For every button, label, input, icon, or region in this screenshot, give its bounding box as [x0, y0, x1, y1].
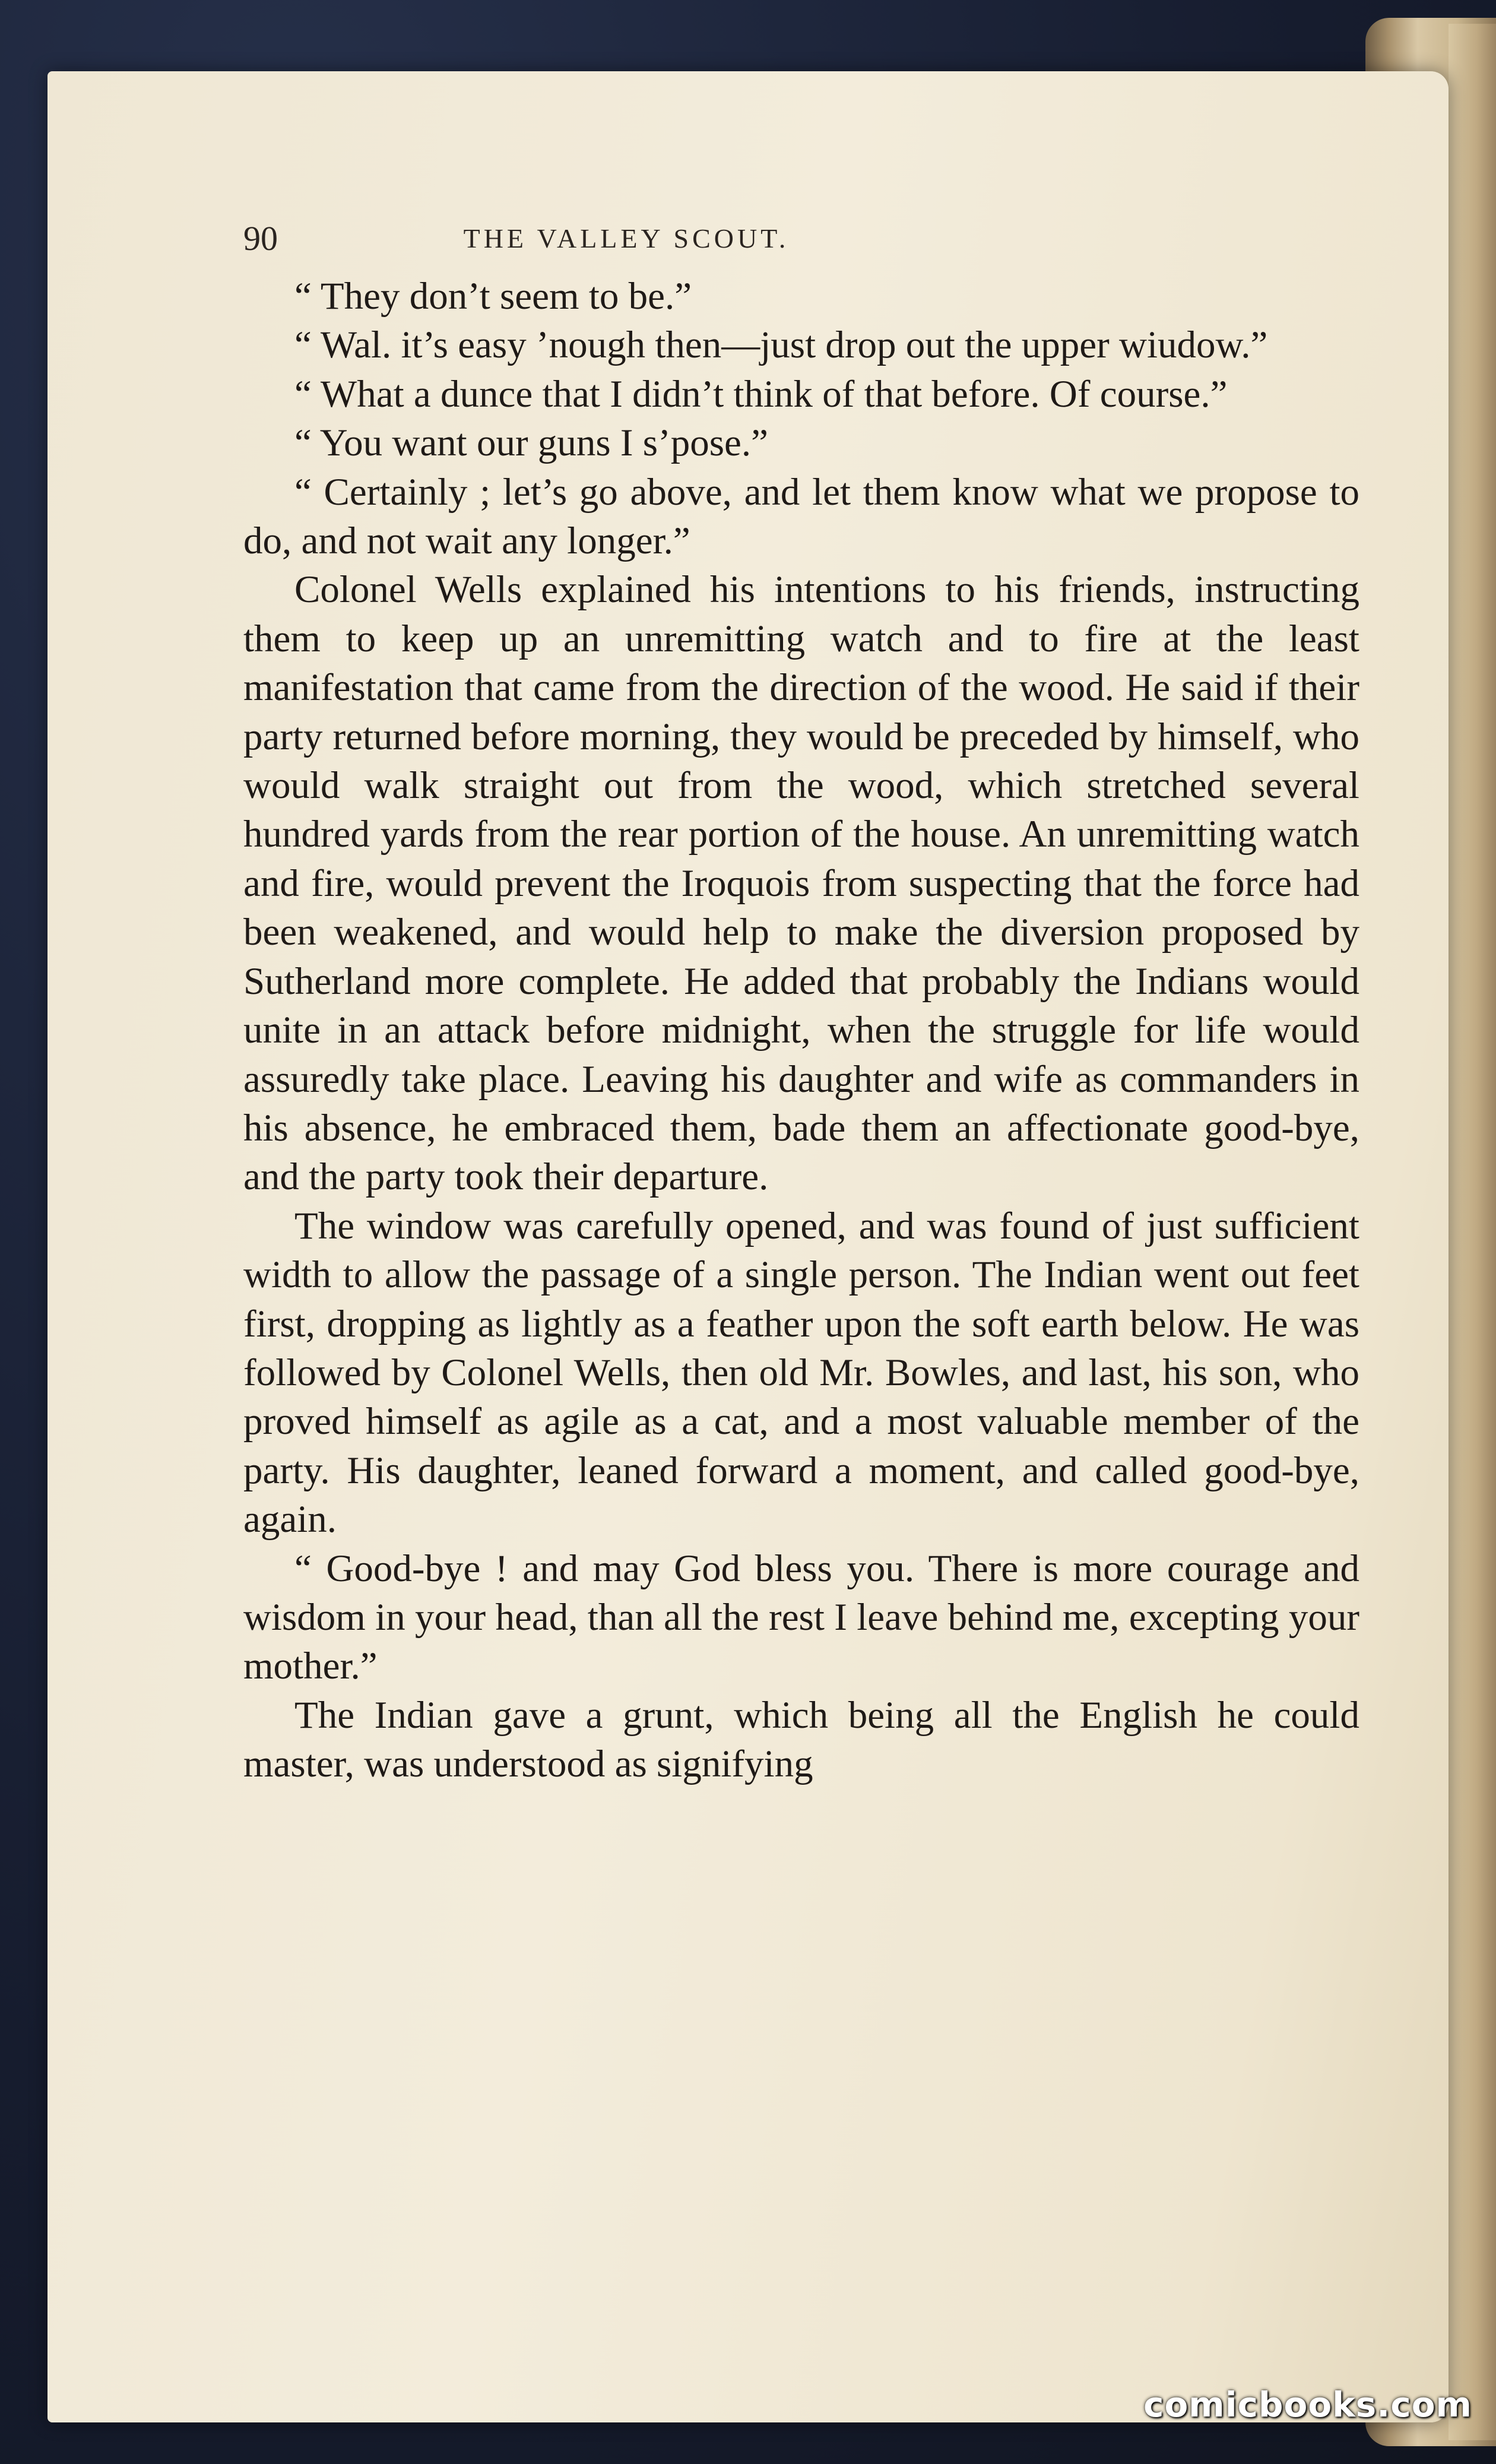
page-header: [243, 215, 1009, 262]
paragraph-1: “ They don’t seem to be.”: [294, 275, 692, 318]
paragraph-7: The window was carefully opened, and was found of just sufficient width to allow the passage of a single person. The Indian went out feet first, dropping as lightly as a feather upon the soft earth below. He was followed by Colonel Wells, then old Mr. Bowles, and last, his son, who proved himself as agile as a cat, and a most valuable member of the party. His daughter, leaned forward a moment, and called good-bye, again.: [243, 1204, 1359, 1541]
running-title: THE VALLEY SCOUT.: [463, 223, 790, 254]
paragraph-6: Colonel Wells explained his intentions to his friends, instructing them to keep up an unremitting watch and to fire at the least manifestation that came from the direction of the wood. He said if their party returned before morning, they would be preceded by himself, who would walk straight out from the wood, which stretched several hundred yards from the rear portion of the house. An unremitting watch and fire, would prevent the Iroquois from suspecting that the force had been weakened, and would help to make the diversion proposed by Sutherland more complete. He added that probably the Indians would unite in an attack before midnight, when the struggle for life would assuredly take place. Leaving his daughter and wife as commanders in his absence, he embraced them, bade them an affectionate good-bye, and the party took their departure.: [243, 568, 1359, 1199]
paragraph-3: “ What a dunce that I didn’t think of that before. Of course.”: [294, 372, 1228, 416]
page-number: 90: [243, 219, 278, 258]
paragraph-5: “ Certainly ; let’s go above, and let them know what we propose to do, and not wait any longer.”: [243, 470, 1359, 563]
paragraph-4: “ You want our guns I s’pose.”: [294, 422, 768, 465]
paragraph-9: The Indian gave a grunt, which being all the English he could master, was understood as signifying: [243, 1693, 1359, 1786]
page-body: [243, 272, 1359, 1789]
book-page-edges-inner: [1449, 24, 1496, 2440]
paragraph-2: “ Wal. it’s easy ’nough then—just drop out the upper wiudow.”: [294, 324, 1268, 367]
paragraph-8: “ Good-bye ! and may God bless you. There is more courage and wisdom in your head, than all the rest I leave behind me, excepting your mother.”: [243, 1547, 1359, 1688]
watermark: comicbooks.com: [1143, 2384, 1472, 2425]
